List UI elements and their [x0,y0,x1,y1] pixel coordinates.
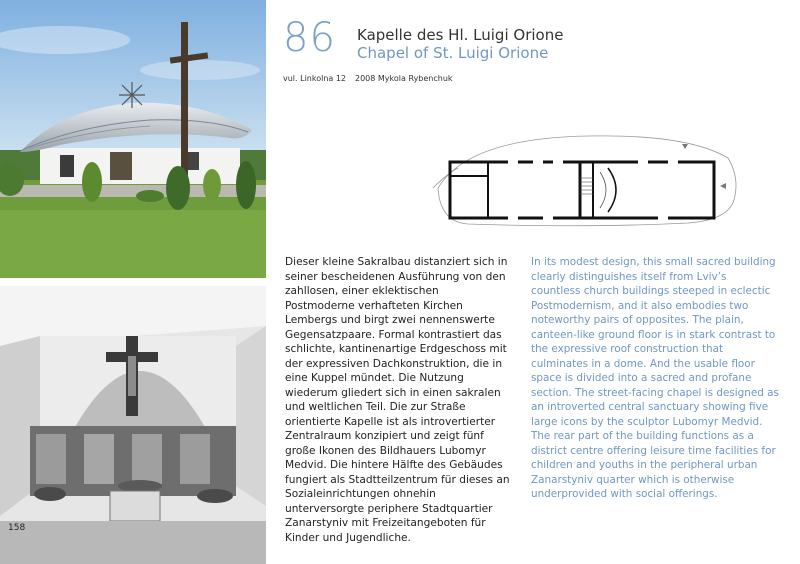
year-architect: 2008 Mykola Rybenchuk [355,74,453,83]
chapel-exterior-photo [0,0,266,278]
address: vul. Linkolna 12 [283,74,347,83]
body-text-german: Dieser kleine Sakralbau distanziert sich in seiner bescheidenen Ausführung von den zahllosen, einer eklektischen Postmoderne verhafteten Kirchen Lembergs und birgt zwei nennenswerte Gegensatzpaare. Formal kontrastiert das schlichte, kantinenartige Erdgeschoss mit der expressiven Dachkonstruktion, die in eine Kuppel mündet. Die Nutzung wiederum gliedert sich in einen sakralen und weltlichen Teil. Die zur Straße orientierte Kapelle ist als introvertierter Zentralraum konzipiert und zeigt fünf große Ikonen des Bildhauers Lubomyr Medvid. Die hintere Hälfte des Gebäudes fungiert als Stadtteilzentrum für dieses an Sozialeinrichtungen ohnehin unterversorgte periphere Stadtquartier Zanarstyniv mit Freizeitangeboten für Kinder und Jugendliche. [285,256,510,544]
chapel-interior-photo [0,286,266,564]
entry-number: 86 [283,15,336,61]
title-english: Chapel of St. Luigi Orione [357,44,549,62]
title-german: Kapelle des Hl. Luigi Orione [357,26,564,44]
body-text-english: In its modest design, this small sacred building clearly distinguishes itself from Lviv’s countless church buildings steeped in eclectic Postmodernism, and it also embodies two noteworthy pairs of opposites. The plain, canteen-like ground floor is in stark contrast to the expressive roof construction that culminates in a dome. And the usable floor space is divided into a sacred and profane section. The street-facing chapel is designed as an introverted central sanctuary showing five large icons by the sculptor Lubomyr Medvid. The rear part of the building functions as a district centre offering leisure time facilities for children and youths in the peripheral urban Zanarstyniv quarter which is otherwise underprovided with social offerings. [531,256,779,500]
page-number: 158 [8,523,26,533]
floor-plan-drawing [428,128,748,237]
